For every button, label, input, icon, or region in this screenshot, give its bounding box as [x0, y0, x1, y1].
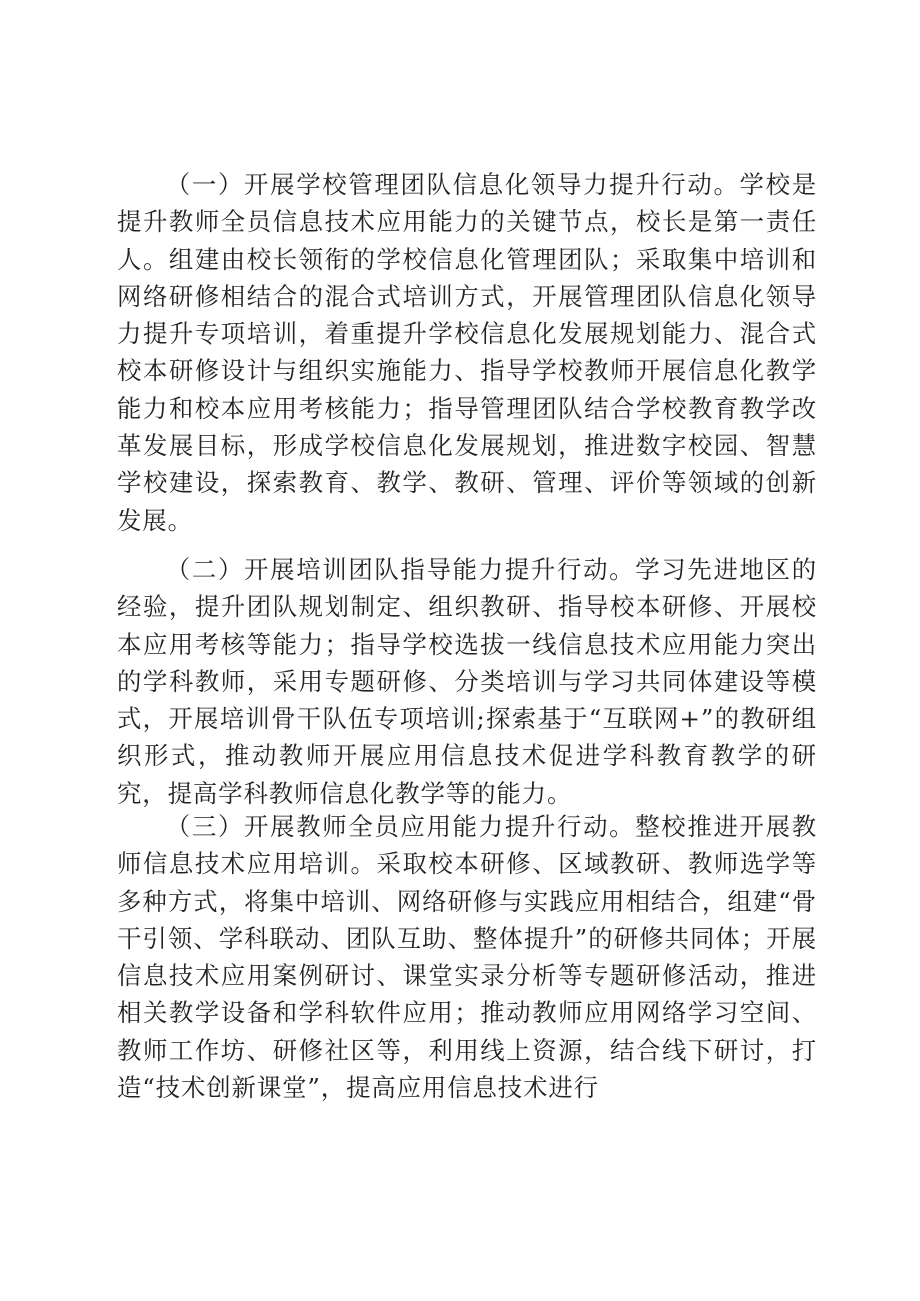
- paragraph-training-team-guidance: （二）开展培训团队指导能力提升行动。学习先进地区的经验，提升团队规划制定、组织教研、指导校本研修、开展校本应用考核等能力；指导学校选拔一线信息技术应用能力突出的学科教师，采用专题研修、分类培训与学习共同体建设等模式，开展培训骨干队伍专项培训;探索基于“互联网+”的教研组织形式，推动教师开展应用信息技术促进学科教育教学的研究，提高学科教师信息化教学等的能力。: [117, 555, 817, 808]
- paragraph-management-team-leadership: （一）开展学校管理团队信息化领导力提升行动。学校是提升教师全员信息技术应用能力的关键节点，校长是第一责任人。组建由校长领衔的学校信息化管理团队；采取集中培训和网络研修相结合的混合式培训方式，开展管理团队信息化领导力提升专项培训，着重提升学校信息化发展规划能力、混合式校本研修设计与组织实施能力、指导学校教师开展信息化教学能力和校本应用考核能力；指导管理团队结合学校教育教学改革发展目标，形成学校信息化发展规划，推进数字校园、智慧学校建设，探索教育、教学、教研、管理、评价等领域的创新发展。: [117, 170, 817, 535]
- paragraph-teacher-application-ability: （三）开展教师全员应用能力提升行动。整校推进开展教师信息技术应用培训。采取校本研修、区域教研、教师选学等多种方式，将集中培训、网络研修与实践应用相结合，组建“骨干引领、学科联动、团队互助、整体提升”的研修共同体；开展信息技术应用案例研讨、课堂实录分析等专题研修活动，推进相关教学设备和学科软件应用；推动教师应用网络学习空间、教师工作坊、研修社区等，利用线上资源，结合线下研讨，打造“技术创新课堂”，提高应用信息技术进行: [117, 812, 817, 1103]
